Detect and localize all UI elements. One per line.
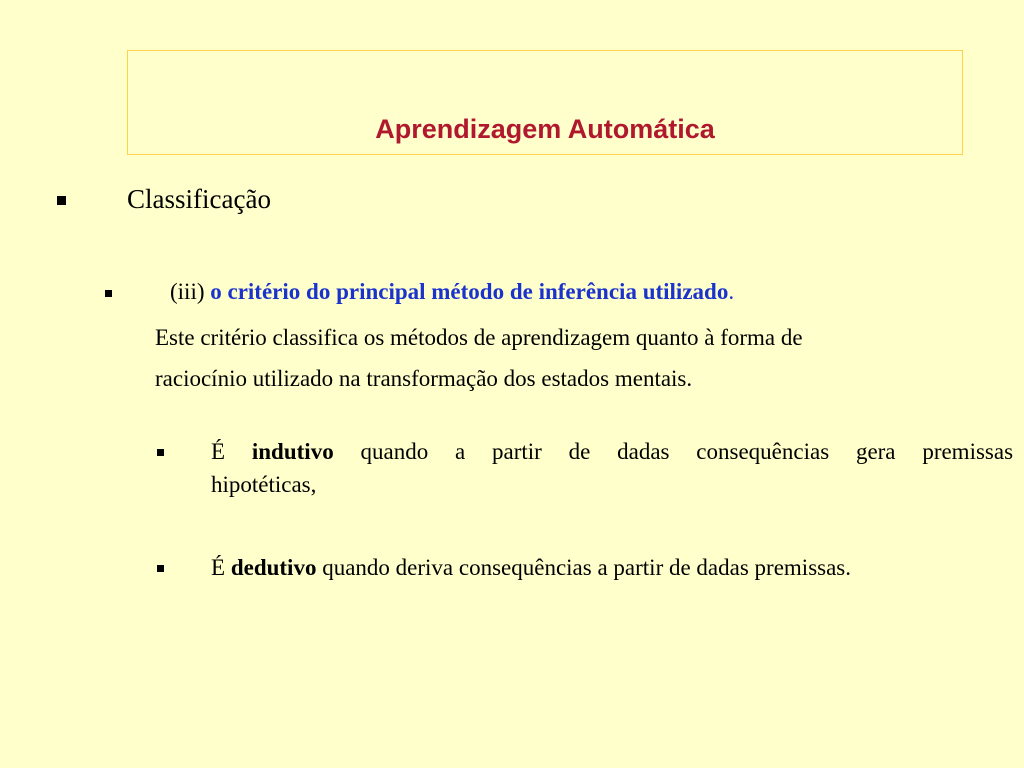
inductive-prefix: É bbox=[211, 439, 226, 464]
inductive-text-1: quando a partir de dadas consequências gera premissas bbox=[360, 439, 1014, 464]
list-item-deductive bbox=[211, 551, 1013, 584]
deductive-prefix: É bbox=[211, 555, 226, 580]
criterion-bold-text: o critério do principal método de inferência utilizado bbox=[210, 279, 729, 304]
bullet-icon bbox=[57, 196, 66, 205]
slide-title: Aprendizagem Automática bbox=[375, 114, 715, 144]
inductive-line-1 bbox=[211, 435, 1013, 468]
description-line-1: Este critério classifica os métodos de aprendizagem quanto à forma de bbox=[155, 325, 803, 350]
title-box bbox=[127, 50, 963, 155]
inductive-text-2: hipotéticas, bbox=[211, 472, 317, 497]
heading: Classificação bbox=[127, 184, 271, 214]
bullet-icon bbox=[157, 449, 164, 456]
list-item-inductive bbox=[211, 435, 1013, 501]
criterion-prefix: (iii) bbox=[170, 279, 205, 304]
deductive-text: quando deriva consequências a partir de dadas premissas. bbox=[322, 555, 852, 580]
bullet-icon bbox=[105, 290, 112, 297]
bullet-icon bbox=[157, 565, 164, 572]
criterion-suffix: . bbox=[728, 279, 735, 304]
criterion-line bbox=[170, 278, 734, 306]
description-line-2: raciocínio utilizado na transformação dos estados mentais. bbox=[155, 366, 693, 391]
inductive-term: indutivo bbox=[251, 439, 334, 464]
description-paragraph bbox=[155, 317, 995, 399]
deductive-term: dedutivo bbox=[230, 555, 317, 580]
